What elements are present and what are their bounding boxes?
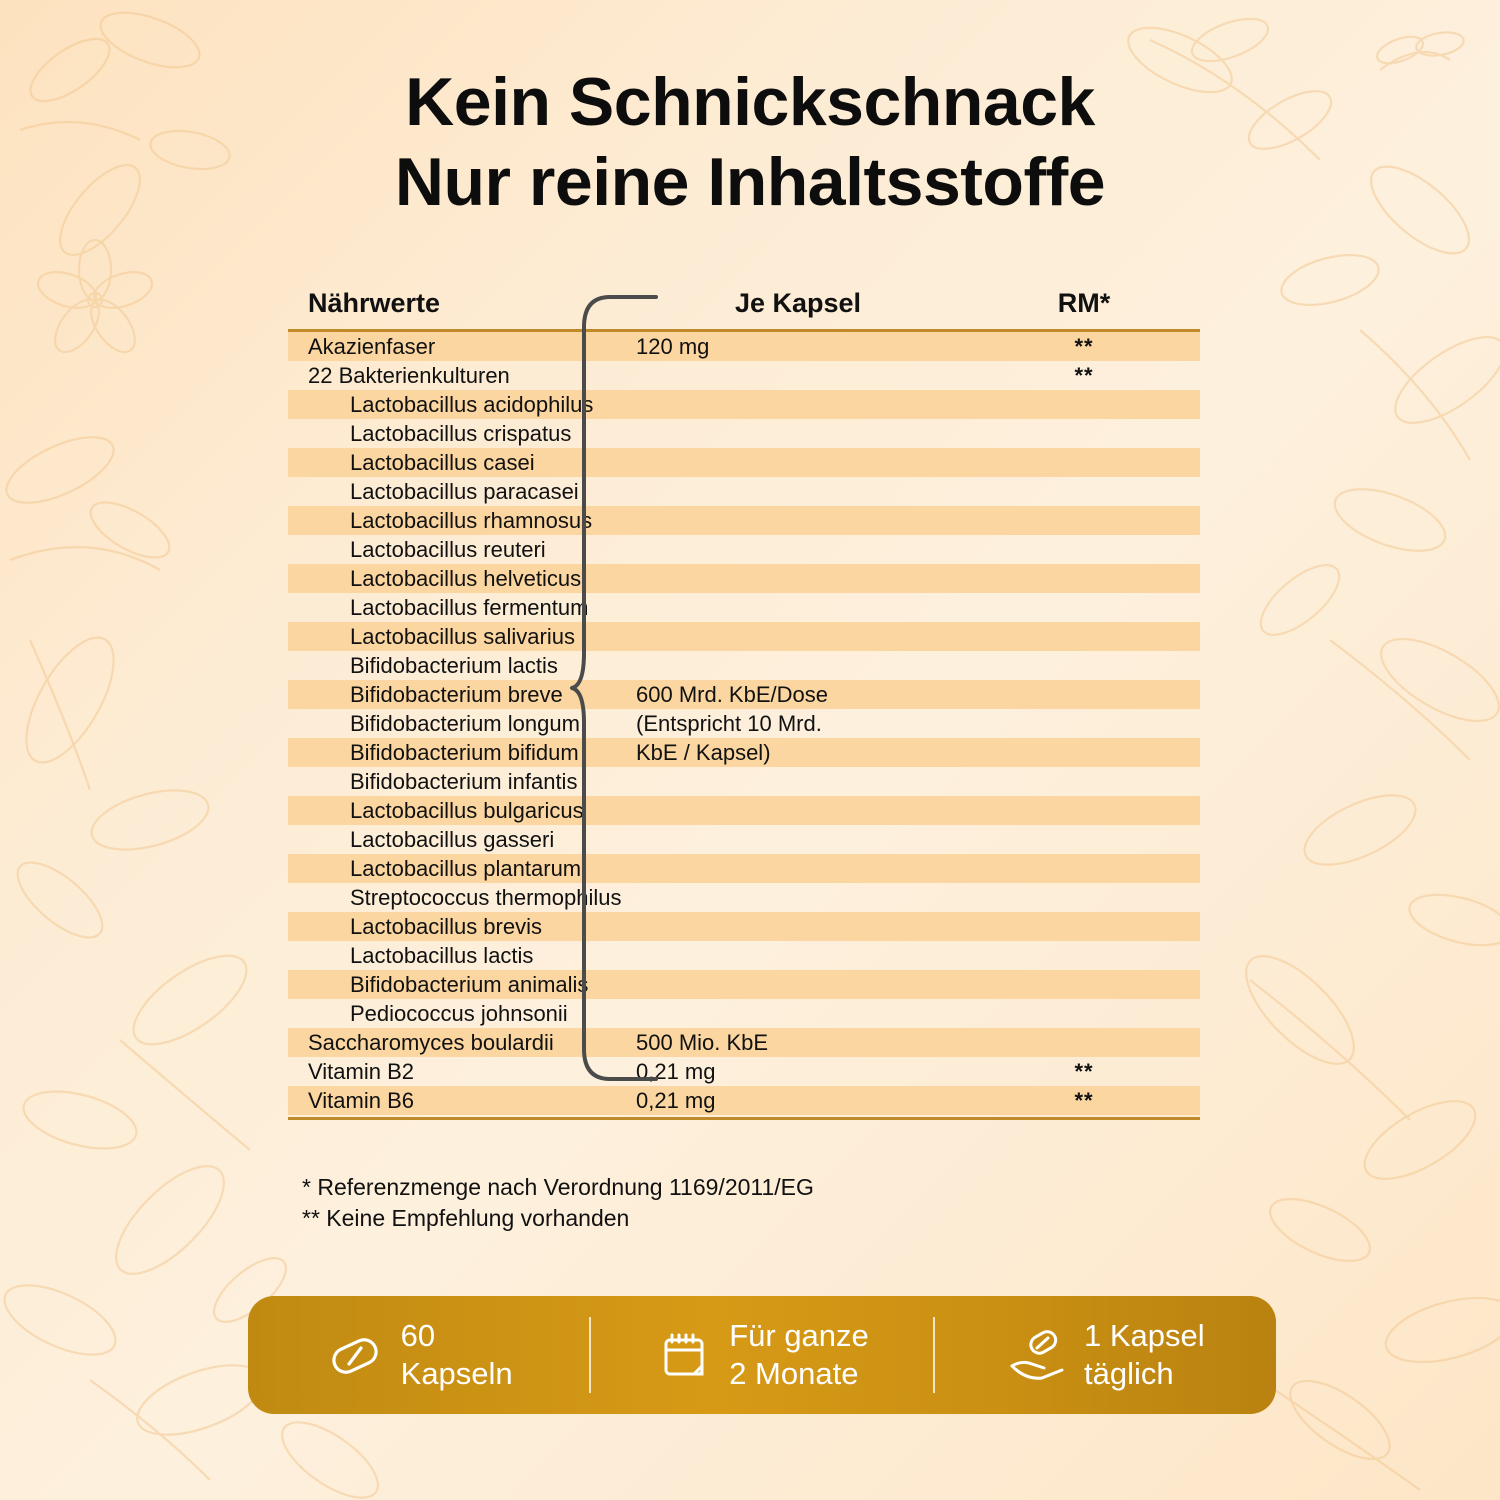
cell-nutrient-name: Lactobacillus helveticus — [350, 565, 582, 591]
cell-nutrient-name: 22 Bakterienkulturen — [308, 362, 510, 388]
cell-nutrient-name: Streptococcus thermophilus — [350, 884, 622, 910]
table-row — [288, 709, 1200, 738]
product-facts-badge — [248, 1296, 1276, 1414]
cell-nutrient-name: Lactobacillus lactis — [350, 942, 534, 968]
table-row — [288, 912, 1200, 941]
badge-text-capsule-count — [401, 1317, 513, 1393]
badge-item-capsule-count — [248, 1317, 589, 1393]
header-nutrients: Nährwerte — [308, 288, 441, 318]
table-row — [288, 1028, 1200, 1057]
cell-nutrient-name: Bifidobacterium breve — [350, 681, 563, 707]
cell-per-capsule: (Entspricht 10 Mrd. — [636, 710, 822, 736]
badge-line-1: Für ganze — [729, 1318, 869, 1354]
table-row — [288, 535, 1200, 564]
cell-nutrient-name: Bifidobacterium longum — [350, 710, 580, 736]
badge-line-2: Kapseln — [400, 1356, 513, 1391]
table-row — [288, 593, 1200, 622]
badge-text-duration — [729, 1317, 869, 1393]
nutrition-table — [288, 288, 1200, 1120]
table-header-row — [288, 288, 1200, 329]
cell-nutrient-name: Lactobacillus salivarius — [350, 623, 575, 649]
cell-nutrient-name: Lactobacillus acidophilus — [350, 391, 594, 417]
cell-per-capsule: KbE / Kapsel) — [636, 739, 771, 765]
cell-nutrient-name: Vitamin B2 — [308, 1058, 414, 1084]
table-row — [288, 390, 1200, 419]
cell-reference-amount: ** — [1074, 362, 1094, 388]
table-row — [288, 622, 1200, 651]
header-per-capsule: Je Kapsel — [734, 288, 862, 318]
badge-text-dosage — [1084, 1317, 1205, 1393]
table-row — [288, 883, 1200, 912]
table-row — [288, 564, 1200, 593]
calendar-icon — [655, 1326, 713, 1384]
title-line-2: Nur reine Inhaltsstoffe — [394, 144, 1106, 221]
cell-nutrient-name: Lactobacillus brevis — [350, 913, 542, 939]
table-row — [288, 796, 1200, 825]
cell-nutrient-name: Lactobacillus gasseri — [350, 826, 555, 852]
cell-nutrient-name: Saccharomyces boulardii — [308, 1029, 554, 1055]
footnote-reference-amount: * Referenzmenge nach Verordnung 1169/2011/EG — [302, 1174, 814, 1200]
cell-nutrient-name: Lactobacillus reuteri — [350, 536, 546, 562]
badge-item-dosage — [935, 1317, 1276, 1393]
cell-nutrient-name: Lactobacillus bulgaricus — [350, 797, 584, 823]
table-row — [288, 477, 1200, 506]
footnotes — [302, 1172, 814, 1234]
table-row — [288, 448, 1200, 477]
cell-nutrient-name: Bifidobacterium infantis — [350, 768, 578, 794]
cell-nutrient-name: Bifidobacterium bifidum — [350, 739, 579, 765]
badge-line-2: täglich — [1084, 1356, 1174, 1391]
table-row — [288, 680, 1200, 709]
table-row — [288, 854, 1200, 883]
cell-reference-amount: ** — [1074, 333, 1094, 359]
footnote-no-recommendation: ** Keine Empfehlung vorhanden — [302, 1205, 630, 1232]
table-row — [288, 970, 1200, 999]
table-row — [288, 419, 1200, 448]
table-row — [288, 332, 1200, 361]
cell-nutrient-name: Akazienfaser — [308, 333, 436, 359]
table-row — [288, 1086, 1200, 1115]
cell-nutrient-name: Vitamin B6 — [308, 1087, 414, 1113]
cell-nutrient-name: Lactobacillus fermentum — [350, 594, 589, 620]
badge-line-1: 60 — [400, 1318, 436, 1354]
page-title — [0, 62, 1500, 222]
table-row — [288, 1057, 1200, 1086]
cell-nutrient-name: Lactobacillus plantarum — [350, 855, 582, 881]
capsule-icon — [325, 1325, 385, 1385]
cell-reference-amount: ** — [1074, 1058, 1094, 1084]
cell-per-capsule: 0,21 mg — [636, 1087, 716, 1113]
cell-per-capsule: 120 mg — [636, 333, 710, 359]
table-row — [288, 999, 1200, 1028]
table-row — [288, 361, 1200, 390]
table-row — [288, 767, 1200, 796]
hand-capsule-icon — [1006, 1326, 1068, 1384]
cell-per-capsule: 0,21 mg — [636, 1058, 716, 1084]
cell-nutrient-name: Bifidobacterium lactis — [350, 652, 558, 678]
badge-line-1: 1 Kapsel — [1084, 1318, 1205, 1354]
cell-nutrient-name: Lactobacillus rhamnosus — [350, 507, 593, 533]
cell-per-capsule: 500 Mio. KbE — [636, 1029, 769, 1055]
table-bottom-rule — [288, 1117, 1200, 1120]
badge-line-2: 2 Monate — [729, 1356, 859, 1391]
cell-nutrient-name: Lactobacillus crispatus — [350, 420, 572, 446]
cell-nutrient-name: Pediococcus johnsonii — [350, 1000, 568, 1026]
table-body — [288, 332, 1200, 1115]
badge-item-duration — [591, 1317, 932, 1393]
cell-per-capsule: 600 Mrd. KbE/Dose — [636, 681, 828, 707]
table-row — [288, 506, 1200, 535]
cell-nutrient-name: Lactobacillus paracasei — [350, 478, 579, 504]
table-row — [288, 738, 1200, 767]
table-row — [288, 941, 1200, 970]
title-line-1: Kein Schnickschnack — [405, 64, 1095, 140]
cell-reference-amount: ** — [1074, 1087, 1094, 1113]
header-reference-amount: RM* — [1057, 288, 1111, 318]
cell-nutrient-name: Lactobacillus casei — [350, 449, 535, 475]
table-row — [288, 825, 1200, 854]
cell-nutrient-name: Bifidobacterium animalis — [350, 971, 589, 997]
table-row — [288, 651, 1200, 680]
